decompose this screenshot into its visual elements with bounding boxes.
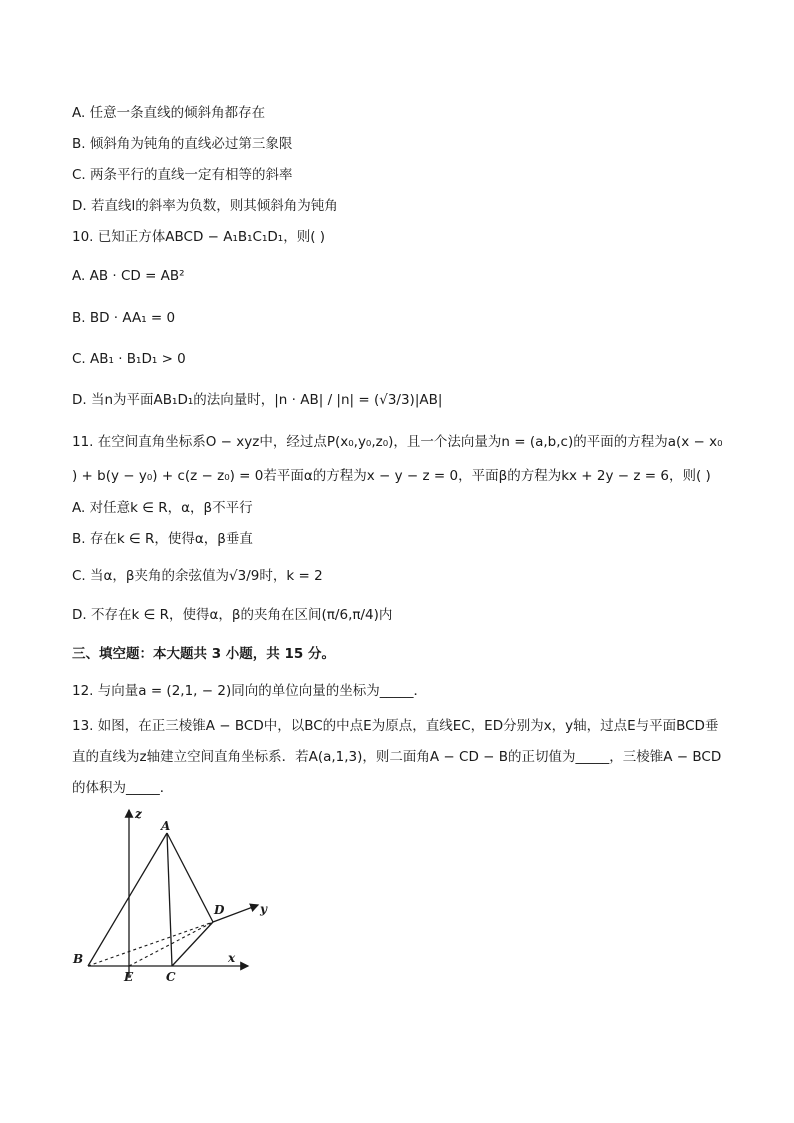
q11-stem-line2: ) + b(y − y₀) + c(z − z₀) = 0若平面α的方程为x − y − z = 0，平面β的方程为kx + 2y − z = 6，则( ) [72, 468, 711, 484]
label-e: E [124, 970, 134, 984]
q9-option-a: A. 任意一条直线的倾斜角都存在 [72, 105, 266, 121]
label-a: A [161, 819, 171, 833]
q10-option-a: A. AB · CD = AB² [72, 268, 185, 284]
q13-line3: 的体积为_____． [72, 780, 174, 796]
edge-ab [88, 833, 167, 966]
q11-option-b: B. 存在k ∈ R，使得α，β垂直 [72, 531, 253, 547]
section-heading: 三、填空题：本大题共 3 小题，共 15 分。 [72, 646, 335, 662]
label-y: y [260, 902, 267, 916]
edge-cd [172, 922, 213, 966]
label-c: C [166, 970, 176, 984]
q11-option-c: C. 当α，β夹角的余弦值为√3/9时，k = 2 [72, 568, 323, 584]
q13-line2: 直的直线为z轴建立空间直角坐标系．若A(a,1,3)，则二面角A − CD − B的正切值为_____，三棱锥A − BCD [72, 749, 722, 765]
label-x: x [228, 951, 236, 965]
label-z: z [135, 807, 142, 821]
edge-bd-dashed [88, 922, 213, 966]
tetrahedron-figure [60, 800, 280, 990]
q9-option-b: B. 倾斜角为钝角的直线必过第三象限 [72, 136, 293, 152]
q10-option-c: C. AB₁ · B₁D₁ > 0 [72, 351, 186, 367]
q9-option-d: D. 若直线l的斜率为负数，则其倾斜角为钝角 [72, 198, 338, 214]
label-b: B [73, 952, 84, 966]
q11-option-d: D. 不存在k ∈ R，使得α，β的夹角在区间(π/6,π/4)内 [72, 607, 393, 623]
q9-option-c: C. 两条平行的直线一定有相等的斜率 [72, 167, 293, 183]
q10-option-b: B. BD · AA₁ = 0 [72, 310, 176, 326]
q13-line1: 13. 如图，在正三棱锥A − BCD中，以BC的中点E为原点，直线EC，ED分别为x，y轴，过点E与平面BCD垂 [72, 718, 719, 734]
q12-text: 12. 与向量a = (2,1, − 2)同向的单位向量的坐标为_____． [72, 683, 427, 699]
q11-option-a: A. 对任意k ∈ R，α，β不平行 [72, 500, 253, 516]
label-d: D [214, 903, 225, 917]
edge-ad [167, 833, 213, 922]
q11-stem-line1: 11. 在空间直角坐标系O − xyz中，经过点P(x₀,y₀,z₀)，且一个法向量为n = (a,b,c)的平面的方程为a(x − x₀ [72, 434, 723, 450]
q10-stem: 10. 已知正方体ABCD − A₁B₁C₁D₁，则( ) [72, 229, 326, 245]
q10-option-d: D. 当n为平面AB₁D₁的法向量时，|n · AB| / |n| = (√3/3)|AB| [72, 392, 443, 408]
